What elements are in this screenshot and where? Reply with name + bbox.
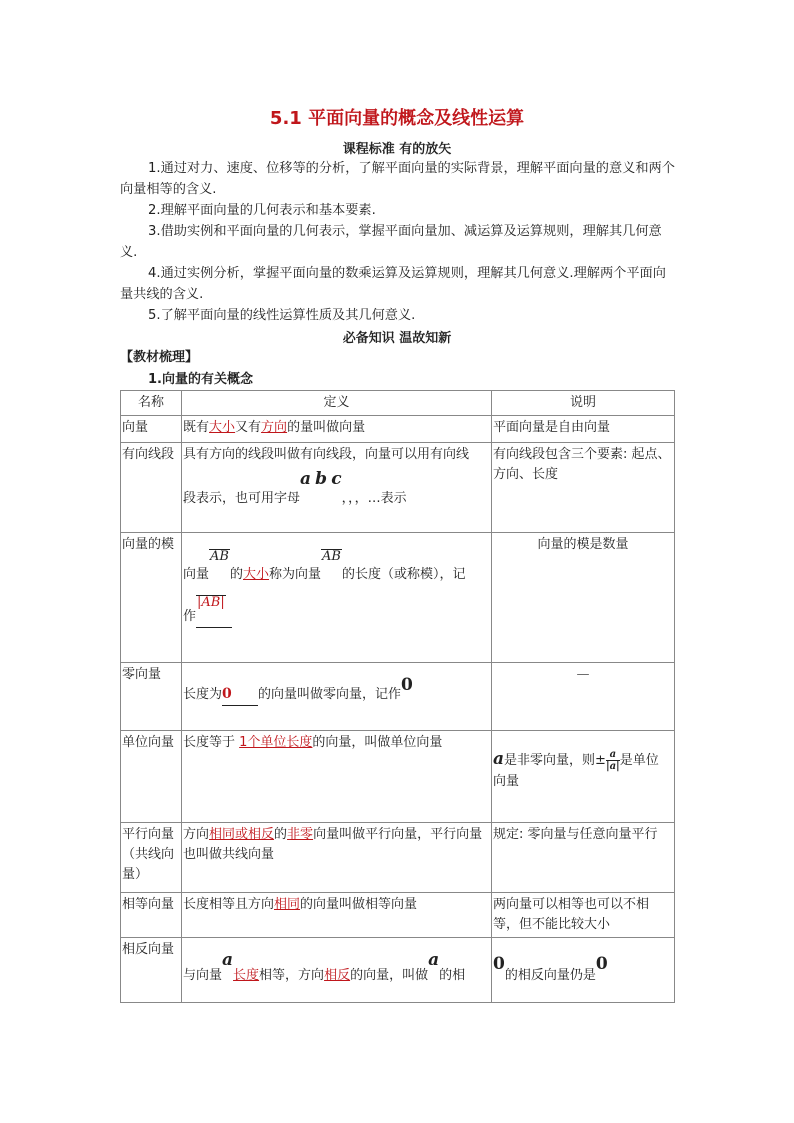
row-note: 平面向量是自由向量 <box>492 416 675 443</box>
page-title: 5.1 平面向量的概念及线性运算 <box>269 108 525 129</box>
row-name: 相等向量 <box>121 893 182 938</box>
answer: 相反 <box>324 968 351 983</box>
row-definition: 长度等于 1个单位长度的向量，叫做单位向量 <box>182 731 492 823</box>
standard-item-4: 4.通过实例分析，掌握平面向量的数乘运算及运算规则，理解其几何意义.理解两个平面向量共线的含义. <box>120 266 666 302</box>
table-row <box>121 823 675 893</box>
answer: 大小 <box>242 567 269 582</box>
symbol-a: a <box>428 950 440 970</box>
header-definition: 定义 <box>182 391 492 416</box>
row-note: 两向量可以相等也可以不相等，但不能比较大小 <box>492 893 675 938</box>
standard-item-2: 2.理解平面向量的几何表示和基本要素. <box>148 203 376 218</box>
row-note: 0的相反向量仍是0 <box>492 938 675 1003</box>
standard-item-1: 1.通过对力、速度、位移等的分析，了解平面向量的实际背景，理解平面向量的意义和两个向量相等的含义. <box>120 161 675 197</box>
row-name: 有向线段 <box>121 443 182 533</box>
row-definition: 既有大小又有方向的量叫做向量 <box>182 416 492 443</box>
answer: 方向 <box>261 420 288 435</box>
section-label: 【教材梳理】 <box>120 350 199 365</box>
standard-item-5: 5.了解平面向量的线性运算性质及其几何意义. <box>148 308 416 323</box>
row-name: 平行向量（共线向量） <box>121 823 182 893</box>
vector-ab: AB <box>210 549 229 564</box>
row-name: 零向量 <box>121 663 182 731</box>
row-note: a是非零向量，则± $\frac{a}{|a|}$ 是单位 向量 <box>492 731 675 823</box>
row-name: 向量 <box>121 416 182 443</box>
zero-vector-symbol: 0 <box>595 954 608 974</box>
row-name: 单位向量 <box>121 731 182 823</box>
answer: 相同或相反 <box>209 827 275 842</box>
zero-vector-symbol: 0 <box>401 675 413 695</box>
answer: 长度 <box>233 968 260 983</box>
row-name: 相反向量 <box>121 938 182 1003</box>
table-row <box>121 731 675 823</box>
standard-item-3: 3.借助实例和平面向量的几何表示，掌握平面向量加、减运算及运算规则，理解其几何意义. <box>120 224 662 260</box>
zero-vector-symbol: 0 <box>493 954 505 974</box>
symbol-b: b <box>315 469 328 489</box>
vector-ab: AB <box>322 549 341 564</box>
table-row <box>121 533 675 663</box>
standards-heading: 课程标准 有的放矢 <box>342 142 452 157</box>
answer: |AB| <box>197 595 225 610</box>
row-note: — <box>492 663 675 731</box>
row-note: 向量的模是数量 <box>492 533 675 663</box>
table-row <box>121 893 675 938</box>
row-definition: 方向相同或相反的非零向量叫做平行向量，平行向量也叫做共线向量 <box>182 823 492 893</box>
header-name: 名称 <box>121 391 182 416</box>
unit-vector-fraction: $\frac{a}{|a|}$ <box>605 749 620 772</box>
table-row <box>121 938 675 1003</box>
symbol-a: a <box>222 950 234 970</box>
symbol-c: c <box>331 469 342 489</box>
symbol-a: a <box>493 749 505 769</box>
table-row <box>121 416 675 443</box>
subsection-label: 1.向量的有关概念 <box>148 372 253 387</box>
row-note: 有向线段包含三个要素: 起点、方向、长度 <box>492 443 675 533</box>
row-definition: 长度为0 的向量叫做零向量，记作0 <box>182 663 492 731</box>
knowledge-heading: 必备知识 温故知新 <box>342 331 452 346</box>
row-definition: 长度相等且方向相同的向量叫做相等向量 <box>182 893 492 938</box>
row-definition: 具有方向的线段叫做有向线段，向量可以用有向线 段表示，也可用字母a b c，，，…表示 <box>182 443 492 533</box>
row-definition: 与向量a长度相等，方向相反的向量，叫做a的相 <box>182 938 492 1003</box>
concept-table <box>120 390 675 1003</box>
row-definition: 向量AB的大小称为向量AB的长度（或称模），记 作|AB| <box>182 533 492 663</box>
answer: 大小 <box>209 420 236 435</box>
header-note: 说明 <box>492 391 675 416</box>
table-row <box>121 443 675 533</box>
answer: 0 <box>222 686 232 702</box>
symbol-a: a <box>300 469 312 489</box>
table-row <box>121 663 675 731</box>
row-name: 向量的模 <box>121 533 182 663</box>
row-note: 规定: 零向量与任意向量平行 <box>492 823 675 893</box>
answer: 非零 <box>287 827 314 842</box>
answer: 1个单位长度 <box>239 735 313 750</box>
table-header-row <box>121 391 675 416</box>
answer: 相同 <box>274 897 301 912</box>
